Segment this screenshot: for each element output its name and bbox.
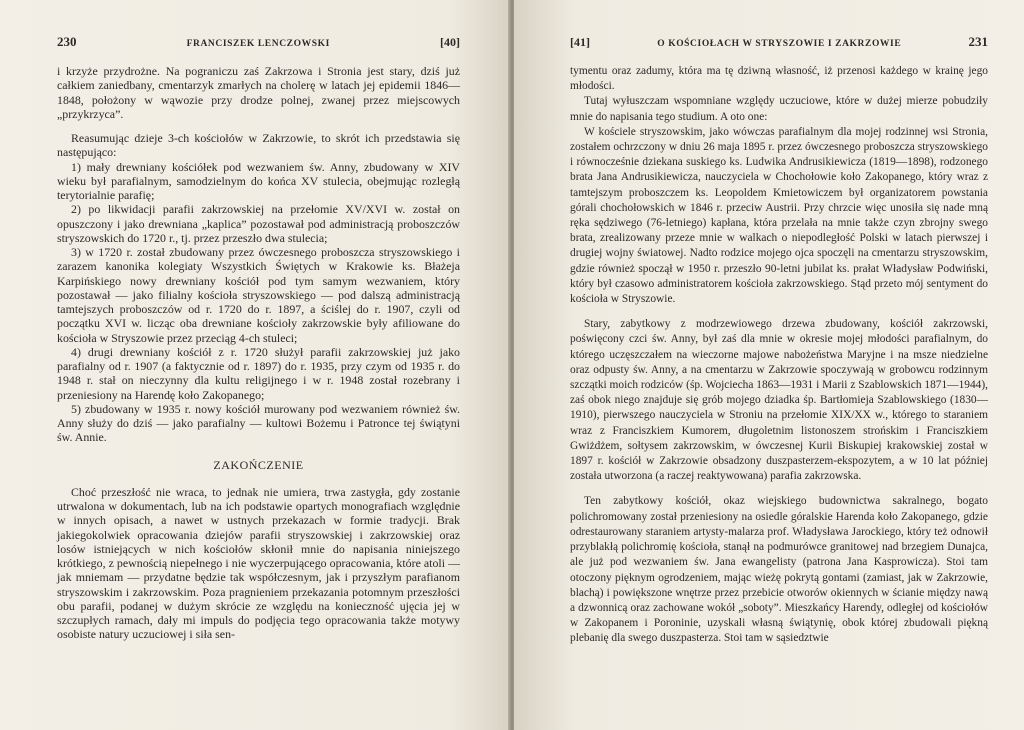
section-heading: ZAKOŃCZENIE <box>213 457 304 472</box>
paragraph: Tutaj wyłuszczam wspomniane względy uczuciowe, które w dużej mierze pobudziły mnie do napisania tego studium. A oto one: <box>570 95 988 123</box>
paragraph: 5) zbudowany w 1935 r. nowy kościół murowany pod wezwaniem również św. Anny służy do dziś — jako parafialny — kultowi Bożemu i Patronce tej świątyni św. Annie. <box>57 401 460 445</box>
right-page <box>514 0 1024 730</box>
paragraph: Ten zabytkowy kościół, okaz wiejskiego budownictwa sakralnego, bogato polichromowany został przeniesiony na osiedle góralskie Harenda koło Zakopanego, gdzie odrestaurowany staraniem artysty-malarza prof. Władysława Jarockiego, który też odnowił przyblakłą polichromię kościoła, stanął na podmurówce granitowej nad brzegiem Dunajca, ale już pod wezwaniem św. Jana ewangelisty (patrona Jana Kasprowicza). Stoi tam otoczony pięknym ogrodzeniem, mając wieżę pokrytą gontami (zamiast, jak w Zakrzowie, blachą) i powiększone wnętrze przez przebicie otworów okiennych w ścianie między nawą a dzwonnicą oraz zachowane wokół „soboty”. Mieszkańcy Harendy, odległej od kościołów w Zakopanem i Poroninie, uzyskali własną świątynię, obok której zbudowali piękną plebanię dla swego duszpasterza. Stoi tam w sąsiedztwie <box>570 495 988 645</box>
paragraph: 4) drugi drewniany kościół z r. 1720 służył parafii zakrzowskiej już jako parafialny od r. 1907 (a faktycznie od r. 1897) do r. 1935, przy czym od 1935 r. do 1948 r. stał on nieczynny dla kultu religijnego i w r. 1948 został rozebrany i przeniesiony na Harendę koło Zakopanego; <box>57 344 460 402</box>
right-page-number: 231 <box>968 34 988 49</box>
left-page <box>0 0 510 730</box>
right-section-number: [41] <box>570 35 590 49</box>
left-running-head <box>57 34 460 48</box>
right-running-head <box>570 34 988 48</box>
paragraph: W kościele stryszowskim, jako wówczas parafialnym dla mojej rodzinnej wsi Stronia, zostałem ochrzczony w dniu 26 maja 1895 r. przez ówczesnego proboszcza stryszowskiego i równocześnie dziekana suskiego ks. Ludwika Andrusikiewicza (1819—1898), rodzonego brata Jana Andrusikiewicza, nauczyciela w Chochołowie koło Zakopanego, który wraz z tamtejszym proboszczem ks. Leopoldem Kmietowiczem był organizatorem powstania górali chochołowskich w 1846 r. przeciw Austrii. Przy chrzcie więc unosiła się nade mną ręka sędziwego (76-letniego) kapłana, która przelała na mnie także czyn zbrojny swego brata, zrealizowany przeze mnie w walkach o niepodległość Polski w latach pierwszej i drugiej wojny światowej. Nadto rodzice mojego ojca spoczęli na cmentarzu stryszowskim, gdzie również spoczął w 1950 r. przeszło 90-letni jubilat ks. prałat Władysław Podwiński, który był czasowo administratorem kościoła zakrzowskiego. Stąd przeto mój sentyment do kościoła w Stryszowie. <box>570 125 988 306</box>
paragraph: 2) po likwidacji parafii zakrzowskiej na przełomie XV/XVI w. został on opuszczony i jako drewniana „kaplica” pozostawał pod administracją proboszczów stryszowskich do 1720 r., tj. przez przeszło dwa stulecia; <box>57 202 460 245</box>
left-section-number: [40] <box>439 35 460 49</box>
left-running-title: FRANCISZEK LENCZOWSKI <box>186 39 330 49</box>
paragraph: Reasumując dzieje 3-ch kościołów w Zakrzowie, to skrót ich przedstawia się następująco: <box>57 131 460 160</box>
right-body-text <box>570 64 988 647</box>
paragraph: Stary, zabytkowy z modrzewiowego drzewa zbudowany, kościół zakrzowski, poświęcony czci św. Anny, był zaś dla mnie w okresie mojej młodości parafialnym, do którego uczęszczałem na wieczorne majowe nabożeństwa Maryjne i na msze niedzielne oraz odpusty św. Anny, a na cmentarzu w Zakrzowie spoczywają w grobowcu rodzinnym szczątki moich rodziców (śp. Wojciecha 1863—1931 i Marii z Szablowskich 1871—1944), zaś obok niego znajduje się grób mojego dziadka śp. Bartłomieja Szablowskiego (1830—1910), pierwszego nauczyciela w Stroniu na przełomie XIX/XX w., którego to staraniem wraz z Franciszkiem Kumorem, długoletnim listonoszem strońskim i Franciszkiem Gwiżdżem, sołtysem zakrzowskim, w ówczesnej Kurii Biskupiej krakowskiej został w 1897 r. kościół w Zakrzowie obsadzony duszpasterzem-ekspozytem, a w 10 lat później została utworzona (a raczej reaktywowana) parafia zakrzowska. <box>570 318 988 483</box>
left-body-text <box>57 64 460 642</box>
paragraph: Choć przeszłość nie wraca, to jednak nie umiera, trwa zastygła, gdy zostanie utrwalona w dokumentach, lub na ich podstawie opartych monografiach względnie w innych opisach, a nawet w ustnych przekazach w formie tradycji. Brak jakiegokolwiek opracowania dziejów parafii stryszowskiej i zakrzowskiej oraz losów istniejących w nich kościołów skłonił mnie do napisania niniejszego krótkiego, z pewnością niepełnego i nie wyczerpującego opracowania, które atoli — jak mniemam — przydatne będzie tak współczesnym, jak i przyszłym parafianom stryszowskim i zakrzowskim. Poza pragnieniem przekazania potomnym przeszłości obu parafii, podanej w dużym skrócie ze względu na konieczność ujęcia jej w szczupłych ramach, dały mi impuls do podjęcia tego opracowania także motywy osobiste natury uczuciowej i siła sen- <box>57 484 460 642</box>
paragraph: i krzyże przydrożne. Na pograniczu zaś Zakrzowa i Stronia jest stary, dziś już całkiem zaniedbany, cmentarzyk zmarłych na cholerę w latach jej epidemii 1846—1848, położony w wąwozie przy drodze polnej, zwanej przez miejscowych „przykrzyca”. <box>57 64 460 121</box>
right-running-title: O KOŚCIOŁACH W STRYSZOWIE I ZAKRZOWIE <box>657 39 902 49</box>
paragraph: 3) w 1720 r. został zbudowany przez ówczesnego proboszcza stryszowskiego i zarazem kanonika kolegiaty Wszystkich Świętych w Krakowie ks. Błażeja Karpińskiego nowy drewniany kościół pod tym samym wezwaniem, który pozostawał — jako filialny kościoła stryszowskiego — pod dalszą administracją tamtejszych proboszczów od r. 1720 do r. 1897, a ściślej do r. 1907, czyli od początku XVI w. licząc oba drewniane kościoły zakrzowskie były afiliowane do kościoła w Stryszowie przez przeciąg 4-ch stuleci; <box>57 245 460 345</box>
paragraph: tymentu oraz zadumy, która ma tę dziwną własność, iż przenosi każdego w krainę jego młodości. <box>570 65 988 93</box>
left-page-number: 230 <box>57 34 77 49</box>
paragraph: 1) mały drewniany kościółek pod wezwaniem św. Anny, zbudowany w XIV wieku był parafialnym, samodzielnym do końca XV stulecia, obejmując rozległą terytorialnie parafię; <box>57 159 460 202</box>
